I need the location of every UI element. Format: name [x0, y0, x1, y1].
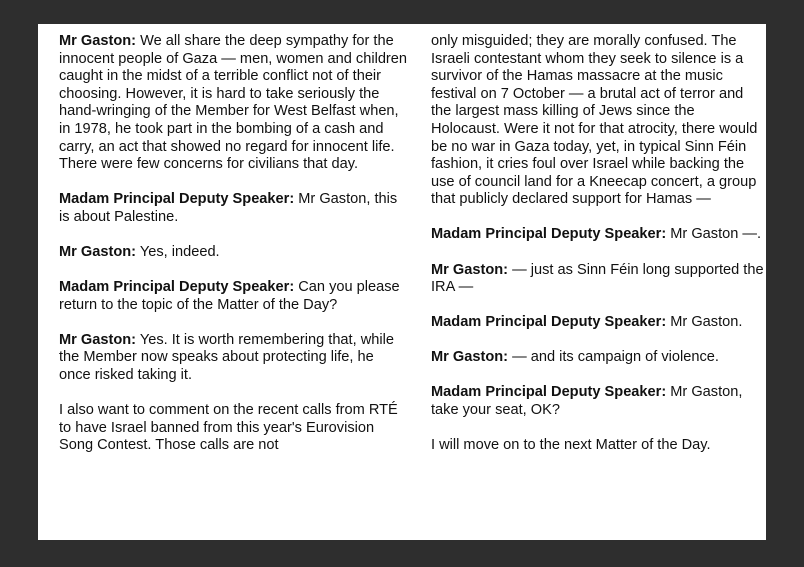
speech-text: Mr Gaston.: [666, 314, 743, 331]
paragraph: [59, 402, 409, 455]
speech-text: — just as Sinn Féin long supported the IRA —: [431, 261, 764, 296]
document-page: [38, 24, 766, 540]
speaker-name: Madam Principal Deputy Speaker:: [59, 191, 295, 208]
speech-text: I will move on to the next Matter of the Day.: [431, 437, 711, 454]
right-column: [431, 33, 766, 472]
speech-text: Can you please return to the topic of the Matter of the Day?: [59, 279, 400, 313]
paragraph: [59, 244, 409, 262]
speech-text: I also want to comment on the recent calls from RTÉ to have Israel banned from this year's Eurovision Song Contest. Those calls are not: [59, 402, 398, 454]
speaker-name: Mr Gaston:: [431, 349, 509, 366]
paragraph: [431, 437, 766, 455]
left-column: [59, 33, 409, 472]
speech-text: Yes, indeed.: [136, 243, 220, 260]
paragraph: [431, 262, 766, 297]
speaker-name: Mr Gaston:: [59, 331, 137, 348]
speaker-name: Mr Gaston:: [59, 243, 137, 260]
paragraph: [431, 314, 766, 332]
speaker-name: Madam Principal Deputy Speaker:: [431, 226, 667, 243]
speaker-name: Madam Principal Deputy Speaker:: [431, 384, 667, 401]
paragraph: [59, 33, 409, 174]
speech-text: Mr Gaston —.: [666, 226, 762, 243]
speech-text: only misguided; they are morally confused. The Israeli contestant whom they seek to silence is a survivor of the Hamas massacre at the music festival on 7 October — a brutal act of terror and the largest mass killing of Jews since the Holocaust. Were it not for that atrocity, there would be no war in Gaza today, yet, in typical Sinn Féin fashion, it cries foul over Israel while backing the use of council land for a Kneecap concert, a group that publicly declared support for Hamas —: [431, 33, 758, 208]
speaker-name: Madam Principal Deputy Speaker:: [59, 279, 295, 296]
paragraph: [59, 332, 409, 385]
paragraph: [431, 384, 766, 419]
speech-text: — and its campaign of violence.: [508, 349, 719, 366]
speech-text: Mr Gaston, take your seat, OK?: [431, 384, 743, 418]
paragraph: [59, 191, 409, 226]
paragraph: [431, 226, 766, 244]
paragraph: [431, 33, 766, 209]
speaker-name: Madam Principal Deputy Speaker:: [431, 314, 667, 331]
paragraph: [431, 349, 766, 367]
paragraph: [59, 279, 409, 314]
speaker-name: Mr Gaston:: [59, 33, 137, 49]
speech-text: Mr Gaston, this is about Palestine.: [59, 191, 398, 225]
speech-text: Yes. It is worth remembering that, while the Member now speaks about protecting life, he once risked taking it.: [59, 331, 394, 383]
speech-text: We all share the deep sympathy for the innocent people of Gaza — men, women and children caught in the midst of a terrible conflict not of their choosing. However, it is hard to take seriously the hand-wringing of the Member for West Belfast when, in 1978, he took part in the bombing of a cash and carry, an act that showed no regard for innocent life. There were few concerns for civilians that day.: [59, 33, 408, 173]
speaker-name: Mr Gaston:: [431, 261, 509, 278]
